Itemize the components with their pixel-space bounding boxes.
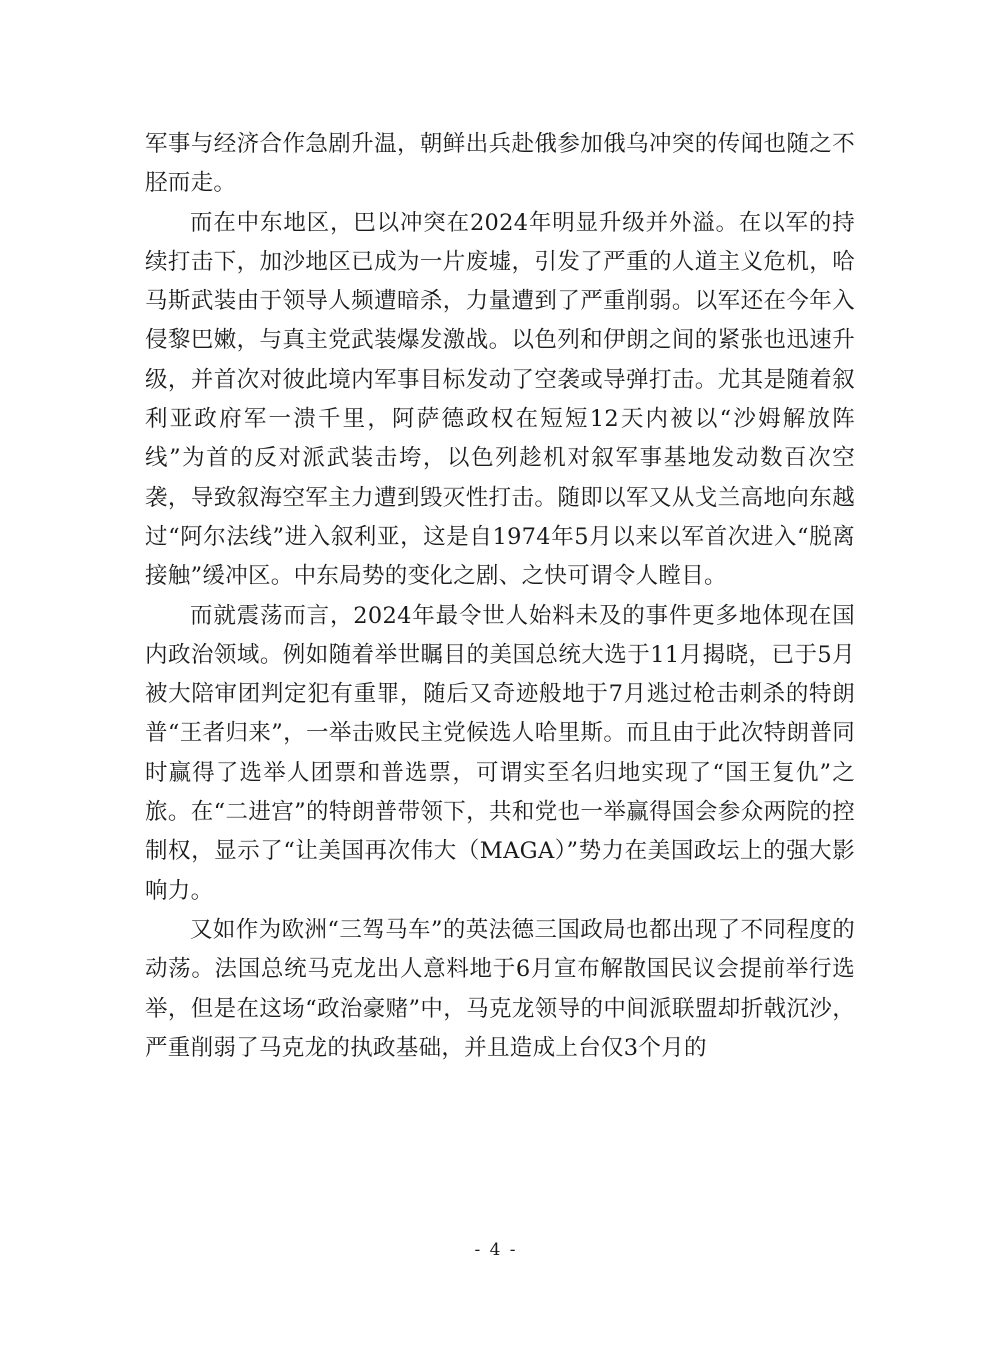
paragraph-4: 又如作为欧洲“三驾马车”的英法德三国政局也都出现了不同程度的动荡。法国总统马克龙出人意料地于6月宣布解散国民议会提前举行选举，但是在这场“政治豪赌”中，马克龙领导的中间派联盟却折戟沉沙，严重削弱了马克龙的执政基础，并且造成上台仅3个月的 [145,916,855,1061]
page-number: - 4 - [474,1240,518,1260]
paragraph-3: 而就震荡而言，2024年最令世人始料未及的事件更多地体现在国内政治领域。例如随着举世瞩目的美国总统大选于11月揭晓，已于5月被大陪审团判定犯有重罪，随后又奇迹般地于7月逃过枪击刺杀的特朗普“王者归来”，一举击败民主党候选人哈里斯。而且由于此次特朗普同时赢得了选举人团票和普选票，可谓实至名归地实现了“国王复仇”之旅。在“二进宫”的特朗普带领下，共和党也一举赢得国会参众两院的控制权，显示了“让美国再次伟大（MAGA）”势力在美国政坛上的强大影响力。 [145,602,855,904]
paragraph-2: 而在中东地区，巴以冲突在2024年明显升级并外溢。在以军的持续打击下，加沙地区已成为一片废墟，引发了严重的人道主义危机，哈马斯武装由于领导人频遭暗杀，力量遭到了严重削弱。以军还在今年入侵黎巴嫩，与真主党武装爆发激战。以色列和伊朗之间的紧张也迅速升级，并首次对彼此境内军事目标发动了空袭或导弹打击。尤其是随着叙利亚政府军一溃千里，阿萨德政权在短短12天内被以“沙姆解放阵线”为首的反对派武装击垮，以色列趁机对叙军事基地发动数百次空袭，导致叙海空军主力遭到毁灭性打击。随即以军又从戈兰高地向东越过“阿尔法线”进入叙利亚，这是自1974年5月以来以军首次进入“脱离接触”缓冲区。中东局势的变化之剧、之快可谓令人瞠目。 [145,209,855,590]
body-text [145,125,855,1068]
paragraph-1: 军事与经济合作急剧升温，朝鲜出兵赴俄参加俄乌冲突的传闻也随之不胫而走。 [145,131,855,197]
